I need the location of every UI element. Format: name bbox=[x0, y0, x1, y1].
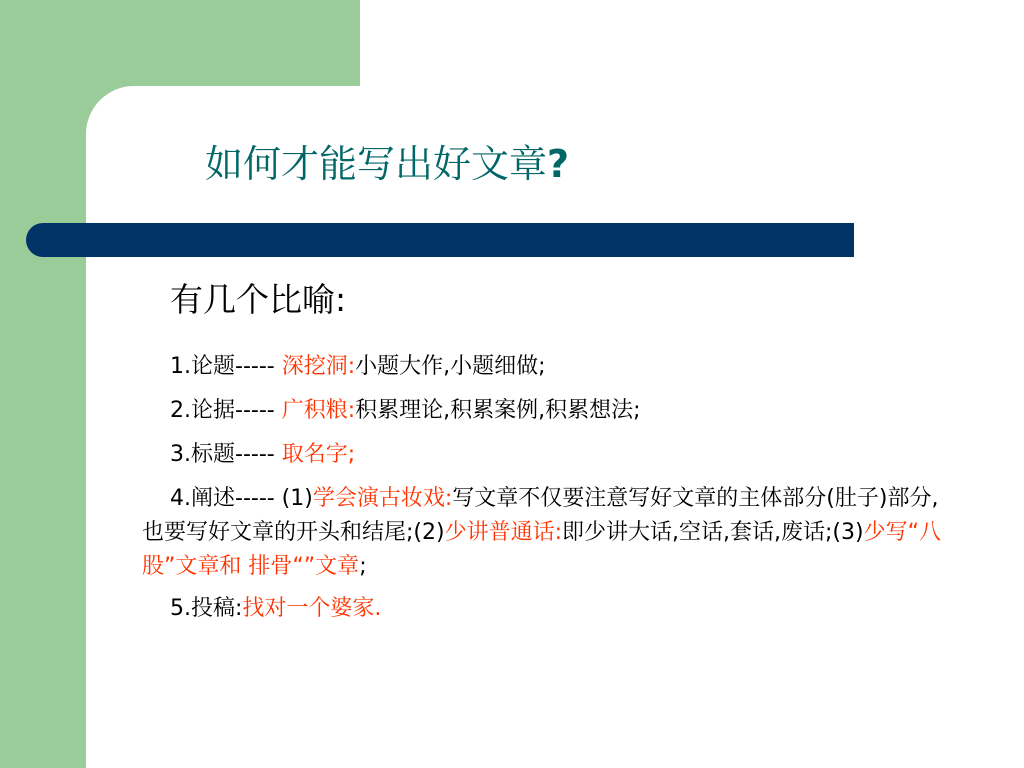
item-highlight: 少讲普通话: bbox=[444, 520, 562, 545]
item-text: 即少讲大话,空话,套话,废话;(3) bbox=[562, 520, 864, 545]
item-number: 2. bbox=[170, 398, 191, 423]
item-highlight: 广积粮: bbox=[281, 398, 356, 423]
slide-subtitle: 有几个比喻: bbox=[170, 280, 347, 319]
item-highlight: 少写“八股”文章和 排骨“”文章 bbox=[142, 520, 941, 579]
list-item bbox=[142, 350, 942, 384]
list-item bbox=[142, 394, 942, 428]
title-divider-bar bbox=[26, 223, 854, 257]
item-highlight: 取名字; bbox=[281, 442, 356, 467]
item-text: ; bbox=[359, 554, 367, 579]
list-item bbox=[142, 438, 942, 472]
item-highlight: 深挖洞: bbox=[281, 354, 356, 379]
item-text: 写文章不仅要注意写好文章的主体部分(肚子)部分,也要写好文章的开头和结尾;(2) bbox=[142, 486, 939, 545]
slide-title-mark: ? bbox=[547, 142, 570, 186]
item-highlight: 找对一个婆家. bbox=[242, 596, 382, 621]
item-text: 小题大作,小题细做; bbox=[355, 354, 546, 379]
list-item bbox=[142, 592, 942, 626]
list-item bbox=[142, 482, 942, 584]
item-number: 1. bbox=[170, 354, 191, 379]
item-label: 论据----- bbox=[191, 398, 275, 423]
item-number: 3. bbox=[170, 442, 191, 467]
item-label: 论题----- bbox=[191, 354, 275, 379]
item-number: 4. bbox=[170, 486, 191, 511]
item-highlight: 学会演古妆戏: bbox=[312, 486, 453, 511]
item-label: 投稿: bbox=[191, 596, 243, 621]
item-text: 积累理论,积累案例,积累想法; bbox=[355, 398, 641, 423]
item-label: 阐述----- (1) bbox=[191, 486, 313, 511]
content-list bbox=[142, 350, 942, 636]
slide-title bbox=[205, 140, 569, 188]
slide-title-text: 如何才能写出好文章 bbox=[205, 142, 548, 186]
item-number: 5. bbox=[170, 596, 191, 621]
item-label: 标题----- bbox=[191, 442, 275, 467]
